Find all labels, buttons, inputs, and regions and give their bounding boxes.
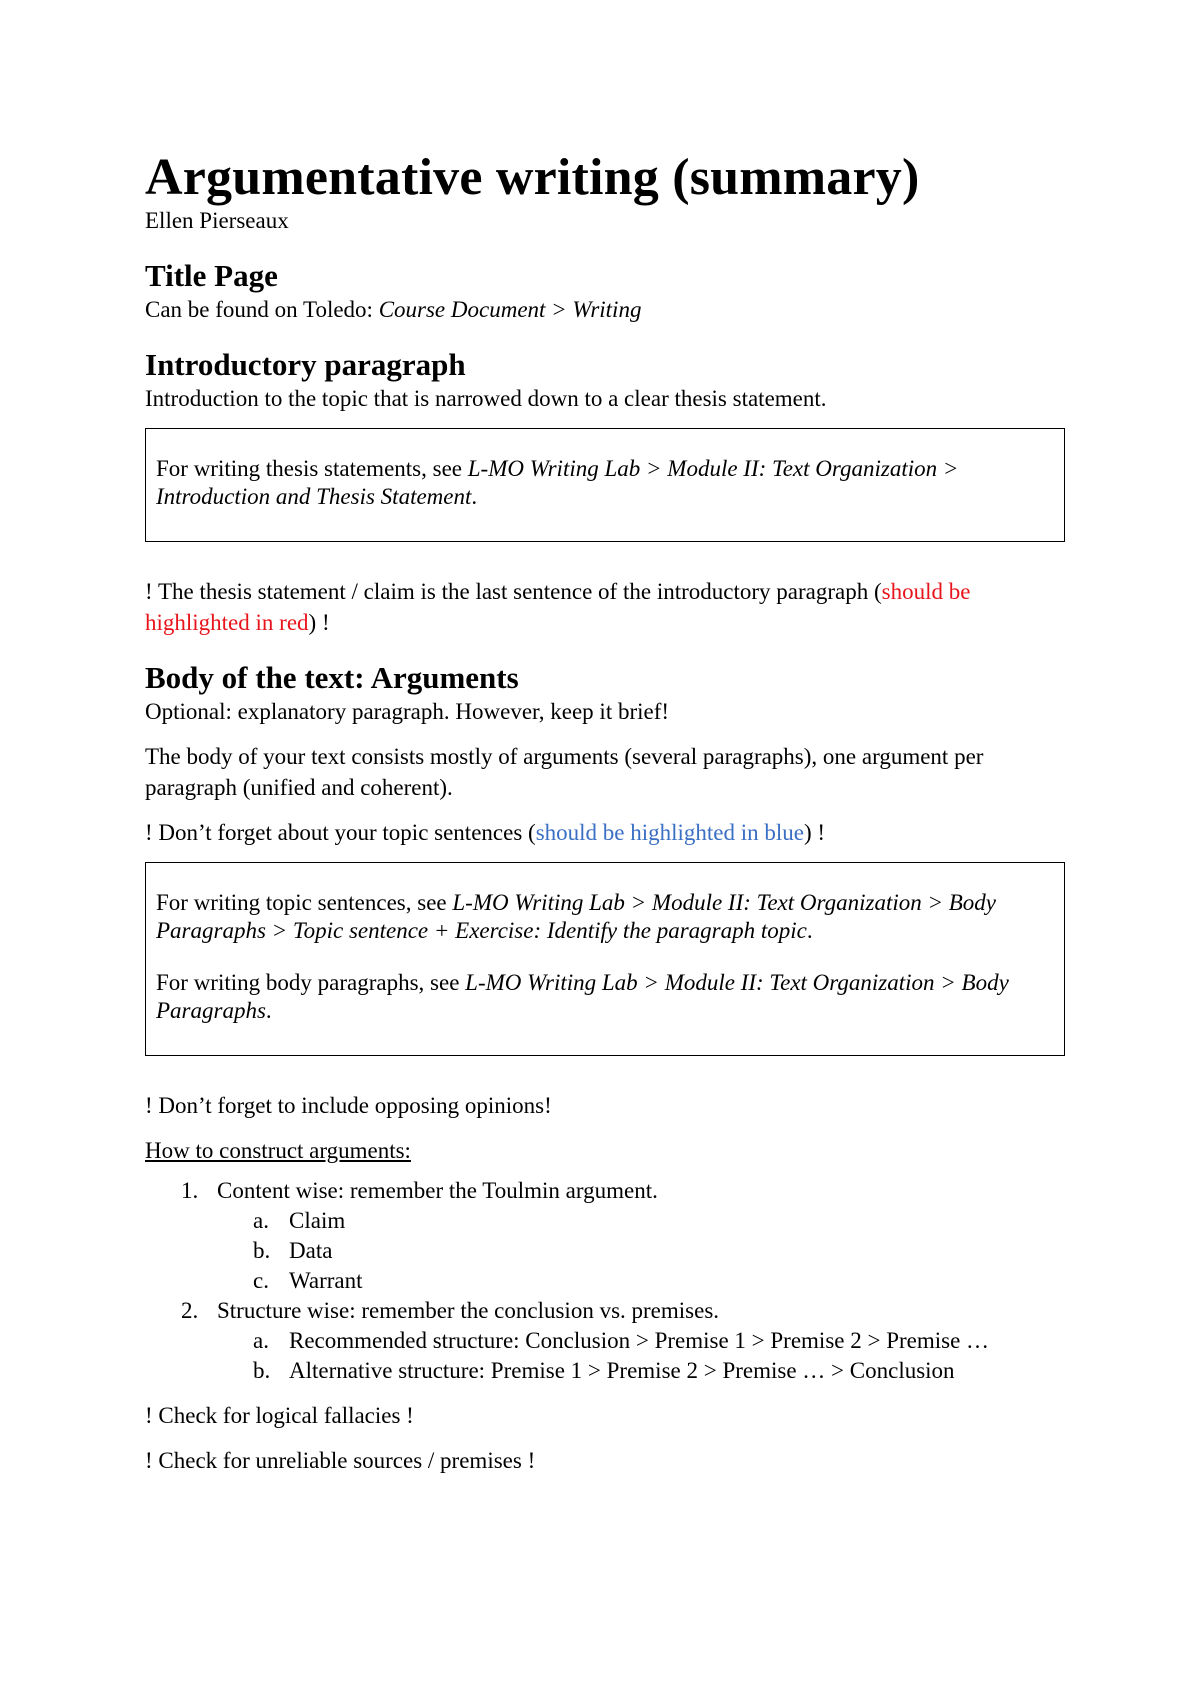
sub-list-item-text: Warrant [289,1268,363,1293]
sub-list-item-letter: c. [253,1268,269,1293]
title-page-text-prefix: Can be found on Toledo: [145,297,379,322]
sub-list-item-text: Data [289,1238,333,1263]
list-item-text: Structure wise: remember the conclusion vs. premises. [217,1298,720,1323]
opposing-opinions-note: ! Don’t forget to include opposing opinions! [145,1093,552,1118]
intro-box-path: L-MO Writing Lab > Module II: Text Organization > Introduction and Thesis Statement [156,456,959,509]
intro-box-suffix: . [471,484,478,509]
body-box1-suffix: . [806,918,813,943]
sub-list-item-text: Recommended structure: Conclusion > Premise 1 > Premise 2 > Premise … [289,1328,990,1353]
topic-sentence-note [145,817,1065,848]
argument-construction-list [145,1176,1065,1386]
intro-reference-text [156,455,1054,511]
list-item [145,1296,1065,1386]
sub-list-item [217,1356,1065,1386]
sub-list-item [217,1206,1065,1236]
body-paragraph-text: The body of your text consists mostly of arguments (several paragraphs), one argument per paragraph (unified and coherent). [145,744,984,800]
sub-list [217,1326,1065,1386]
title-page-path: Course Document > Writing [378,297,642,322]
sub-list-item-letter: a. [253,1208,269,1233]
list-item-text: Content wise: remember the Toulmin argument. [217,1178,658,1203]
sub-list-item [217,1236,1065,1266]
sub-list-item-letter: b. [253,1238,271,1263]
section-heading-title-page: Title Page [145,258,278,293]
list-item [145,1176,1065,1296]
body-reference-text-1 [156,889,1054,945]
body-optional-text: Optional: explanatory paragraph. However, keep it brief! [145,699,670,724]
thesis-note-suffix: ) ! [308,610,330,635]
how-to-construct-heading: How to construct arguments: [145,1138,411,1163]
body-box1-path: L-MO Writing Lab > Module II: Text Organization > Body Paragraphs > Topic sentence + Exercise: Identify the paragraph topic [156,890,996,943]
body-reference-text-2 [156,969,1054,1025]
logical-fallacies-note: ! Check for logical fallacies ! [145,1403,414,1428]
sub-list-item-letter: b. [253,1358,271,1383]
sub-list-item [217,1326,1065,1356]
sub-list-item [217,1266,1065,1296]
topic-note-suffix: ) ! [804,820,826,845]
body-box1-prefix: For writing topic sentences, see [156,890,453,915]
section-heading-body: Body of the text: Arguments [145,660,519,695]
body-box2-prefix: For writing body paragraphs, see [156,970,466,995]
document-page [145,150,1065,1476]
topic-note-blue: should be highlighted in blue [535,820,804,845]
thesis-note-red: should be highlighted in red [145,579,971,635]
section-heading-introductory-paragraph: Introductory paragraph [145,347,466,382]
document-title: Argumentative writing (summary) [145,149,920,206]
body-reference-box [145,862,1065,1056]
sub-list-item-letter: a. [253,1328,269,1353]
intro-box-prefix: For writing thesis statements, see [156,456,468,481]
sub-list-item-text: Alternative structure: Premise 1 > Premise 2 > Premise … > Conclusion [289,1358,955,1383]
body-box2-suffix: . [265,998,272,1023]
list-item-number: 2. [181,1298,199,1323]
intro-text: Introduction to the topic that is narrowed down to a clear thesis statement. [145,386,827,411]
sub-list-item-text: Claim [289,1208,346,1233]
intro-reference-box [145,428,1065,542]
body-box2-path: L-MO Writing Lab > Module II: Text Organization > Body Paragraphs [156,970,1009,1023]
sub-list [217,1206,1065,1296]
author-name: Ellen Pierseaux [145,208,289,233]
title-page-text [145,294,1065,325]
topic-note-prefix: ! Don’t forget about your topic sentences ( [145,820,536,845]
thesis-note-prefix: ! The thesis statement / claim is the last sentence of the introductory paragraph ( [145,579,882,604]
thesis-note [145,576,1065,638]
unreliable-sources-note: ! Check for unreliable sources / premises ! [145,1448,536,1473]
list-item-number: 1. [181,1178,199,1203]
